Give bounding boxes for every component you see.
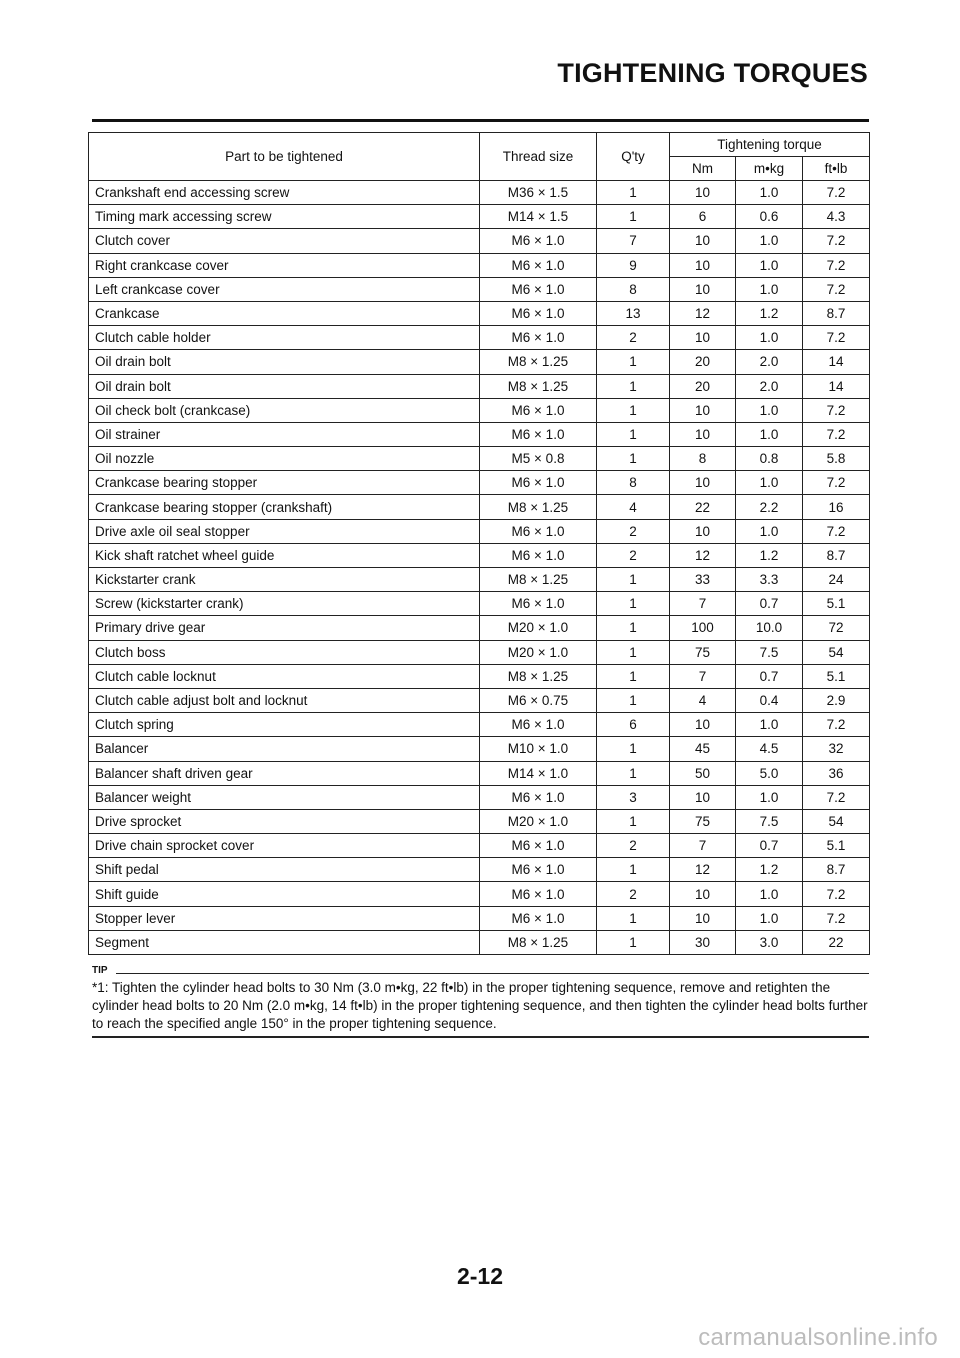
tip-label: TIP: [92, 965, 108, 976]
cell-part: Shift pedal: [89, 858, 480, 882]
cell-ftlb: 7.2: [803, 785, 870, 809]
table-row: [89, 422, 870, 446]
cell-part: Primary drive gear: [89, 616, 480, 640]
cell-ftlb: 8.7: [803, 543, 870, 567]
cell-nm: 7: [670, 834, 736, 858]
cell-part: Balancer: [89, 737, 480, 761]
cell-thread-size: M6 × 1.0: [480, 326, 597, 350]
cell-ftlb: 7.2: [803, 906, 870, 930]
cell-part: Oil drain bolt: [89, 350, 480, 374]
table-row: [89, 543, 870, 567]
cell-thread-size: M20 × 1.0: [480, 640, 597, 664]
header-ftlb: ft•lb: [803, 157, 870, 181]
cell-mkg: 2.0: [736, 350, 803, 374]
cell-mkg: 1.0: [736, 882, 803, 906]
cell-thread-size: M10 × 1.0: [480, 737, 597, 761]
cell-mkg: 2.2: [736, 495, 803, 519]
cell-nm: 75: [670, 640, 736, 664]
cell-quantity: 1: [597, 664, 670, 688]
cell-nm: 20: [670, 350, 736, 374]
cell-quantity: 1: [597, 688, 670, 712]
cell-part: Crankcase bearing stopper (crankshaft): [89, 495, 480, 519]
cell-thread-size: M20 × 1.0: [480, 809, 597, 833]
cell-thread-size: M14 × 1.5: [480, 205, 597, 229]
cell-thread-size: M36 × 1.5: [480, 181, 597, 205]
cell-ftlb: 54: [803, 640, 870, 664]
title-divider: [92, 119, 869, 122]
cell-quantity: 2: [597, 834, 670, 858]
header-nm: Nm: [670, 157, 736, 181]
cell-mkg: 1.0: [736, 785, 803, 809]
cell-mkg: 0.7: [736, 592, 803, 616]
cell-quantity: 1: [597, 205, 670, 229]
cell-mkg: 1.0: [736, 906, 803, 930]
tip-bottom-divider: [92, 1036, 869, 1038]
cell-part: Clutch cable holder: [89, 326, 480, 350]
cell-thread-size: M8 × 1.25: [480, 350, 597, 374]
cell-thread-size: M6 × 1.0: [480, 713, 597, 737]
cell-part: Kickstarter crank: [89, 568, 480, 592]
cell-mkg: 0.4: [736, 688, 803, 712]
cell-quantity: 1: [597, 374, 670, 398]
cell-nm: 10: [670, 906, 736, 930]
cell-quantity: 1: [597, 592, 670, 616]
cell-mkg: 3.0: [736, 930, 803, 954]
cell-mkg: 1.2: [736, 543, 803, 567]
table-row: [89, 616, 870, 640]
cell-thread-size: M8 × 1.25: [480, 374, 597, 398]
cell-ftlb: 7.2: [803, 181, 870, 205]
header-quantity: Q'ty: [597, 133, 670, 181]
table-row: [89, 519, 870, 543]
cell-nm: 33: [670, 568, 736, 592]
cell-ftlb: 7.2: [803, 277, 870, 301]
cell-nm: 7: [670, 664, 736, 688]
cell-ftlb: 8.7: [803, 858, 870, 882]
page-title: TIGHTENING TORQUES: [557, 58, 868, 88]
cell-nm: 10: [670, 713, 736, 737]
cell-quantity: 1: [597, 906, 670, 930]
cell-ftlb: 54: [803, 809, 870, 833]
table-row: [89, 858, 870, 882]
cell-quantity: 1: [597, 181, 670, 205]
cell-part: Clutch cable adjust bolt and locknut: [89, 688, 480, 712]
cell-quantity: 8: [597, 277, 670, 301]
cell-ftlb: 16: [803, 495, 870, 519]
cell-mkg: 1.0: [736, 326, 803, 350]
cell-ftlb: 32: [803, 737, 870, 761]
cell-part: Crankshaft end accessing screw: [89, 181, 480, 205]
table-row: [89, 809, 870, 833]
cell-part: Balancer shaft driven gear: [89, 761, 480, 785]
cell-part: Screw (kickstarter crank): [89, 592, 480, 616]
cell-ftlb: 7.2: [803, 882, 870, 906]
cell-quantity: 1: [597, 568, 670, 592]
cell-quantity: 1: [597, 809, 670, 833]
cell-nm: 10: [670, 471, 736, 495]
table-row: [89, 447, 870, 471]
cell-quantity: 1: [597, 640, 670, 664]
cell-part: Drive sprocket: [89, 809, 480, 833]
cell-part: Balancer weight: [89, 785, 480, 809]
cell-nm: 10: [670, 785, 736, 809]
tip-text: *1: Tighten the cylinder head bolts to 30 Nm (3.0 m•kg, 22 ft•lb) in the proper tightening sequence, remove and retighten the cylinder head bolts to 20 Nm (2.0 m•kg, 14 ft•lb) in the proper tightening sequence, and then tighten the cylinder head bolts further to reach the specified angle 150° in the proper tightening sequence.: [92, 980, 868, 1031]
cell-ftlb: 7.2: [803, 422, 870, 446]
cell-mkg: 2.0: [736, 374, 803, 398]
watermark: carmanualsonline.info: [698, 1324, 938, 1351]
cell-thread-size: M6 × 1.0: [480, 422, 597, 446]
cell-ftlb: 8.7: [803, 301, 870, 325]
cell-nm: 10: [670, 326, 736, 350]
cell-thread-size: M6 × 1.0: [480, 229, 597, 253]
cell-mkg: 1.0: [736, 253, 803, 277]
cell-nm: 12: [670, 543, 736, 567]
cell-quantity: 1: [597, 616, 670, 640]
cell-thread-size: M6 × 1.0: [480, 906, 597, 930]
cell-ftlb: 5.1: [803, 664, 870, 688]
torque-table-body: [89, 181, 870, 955]
cell-part: Stopper lever: [89, 906, 480, 930]
cell-mkg: 7.5: [736, 809, 803, 833]
cell-quantity: 1: [597, 930, 670, 954]
cell-ftlb: 5.1: [803, 592, 870, 616]
cell-ftlb: 5.8: [803, 447, 870, 471]
cell-ftlb: 7.2: [803, 398, 870, 422]
cell-nm: 10: [670, 181, 736, 205]
cell-part: Shift guide: [89, 882, 480, 906]
cell-nm: 10: [670, 229, 736, 253]
cell-mkg: 1.0: [736, 519, 803, 543]
tip-divider: [116, 973, 869, 974]
cell-nm: 75: [670, 809, 736, 833]
cell-ftlb: 36: [803, 761, 870, 785]
cell-quantity: 7: [597, 229, 670, 253]
table-row: [89, 640, 870, 664]
cell-thread-size: M8 × 1.25: [480, 568, 597, 592]
cell-thread-size: M6 × 1.0: [480, 277, 597, 301]
table-row: [89, 737, 870, 761]
table-row: [89, 834, 870, 858]
cell-nm: 22: [670, 495, 736, 519]
cell-quantity: 13: [597, 301, 670, 325]
cell-mkg: 1.0: [736, 229, 803, 253]
cell-thread-size: M6 × 1.0: [480, 471, 597, 495]
cell-mkg: 0.7: [736, 834, 803, 858]
header-part: Part to be tightened: [89, 133, 480, 181]
cell-part: Crankcase: [89, 301, 480, 325]
cell-thread-size: M8 × 1.25: [480, 664, 597, 688]
cell-mkg: 1.0: [736, 471, 803, 495]
cell-ftlb: 7.2: [803, 519, 870, 543]
cell-ftlb: 7.2: [803, 713, 870, 737]
table-row: [89, 181, 870, 205]
table-row: [89, 301, 870, 325]
cell-quantity: 1: [597, 761, 670, 785]
cell-mkg: 3.3: [736, 568, 803, 592]
cell-quantity: 1: [597, 398, 670, 422]
cell-mkg: 1.0: [736, 422, 803, 446]
cell-nm: 12: [670, 301, 736, 325]
cell-nm: 100: [670, 616, 736, 640]
cell-mkg: 10.0: [736, 616, 803, 640]
cell-quantity: 9: [597, 253, 670, 277]
cell-nm: 30: [670, 930, 736, 954]
cell-quantity: 1: [597, 447, 670, 471]
table-row: [89, 664, 870, 688]
cell-part: Clutch spring: [89, 713, 480, 737]
tip-block: [92, 966, 869, 1033]
table-row: [89, 592, 870, 616]
cell-quantity: 2: [597, 882, 670, 906]
cell-mkg: 4.5: [736, 737, 803, 761]
cell-quantity: 2: [597, 326, 670, 350]
cell-ftlb: 7.2: [803, 229, 870, 253]
cell-ftlb: 7.2: [803, 326, 870, 350]
cell-part: Right crankcase cover: [89, 253, 480, 277]
table-row: [89, 495, 870, 519]
table-row: [89, 205, 870, 229]
table-row: [89, 688, 870, 712]
torque-table-header: [89, 133, 870, 181]
tip-header: [92, 966, 869, 978]
cell-mkg: 1.2: [736, 301, 803, 325]
cell-nm: 8: [670, 447, 736, 471]
cell-ftlb: 7.2: [803, 471, 870, 495]
table-row: [89, 761, 870, 785]
cell-mkg: 0.6: [736, 205, 803, 229]
cell-part: Oil strainer: [89, 422, 480, 446]
cell-quantity: 1: [597, 858, 670, 882]
page-number: 2-12: [456, 1263, 504, 1289]
cell-thread-size: M6 × 1.0: [480, 301, 597, 325]
table-row: [89, 713, 870, 737]
cell-thread-size: M5 × 0.8: [480, 447, 597, 471]
table-row: [89, 326, 870, 350]
cell-thread-size: M6 × 1.0: [480, 858, 597, 882]
cell-thread-size: M6 × 1.0: [480, 834, 597, 858]
cell-part: Oil check bolt (crankcase): [89, 398, 480, 422]
cell-quantity: 2: [597, 519, 670, 543]
cell-nm: 10: [670, 253, 736, 277]
table-row: [89, 277, 870, 301]
table-row: [89, 906, 870, 930]
cell-thread-size: M8 × 1.25: [480, 930, 597, 954]
cell-part: Drive chain sprocket cover: [89, 834, 480, 858]
table-row: [89, 229, 870, 253]
cell-nm: 10: [670, 882, 736, 906]
cell-thread-size: M6 × 1.0: [480, 592, 597, 616]
cell-quantity: 8: [597, 471, 670, 495]
cell-ftlb: 14: [803, 350, 870, 374]
cell-thread-size: M6 × 1.0: [480, 543, 597, 567]
cell-nm: 4: [670, 688, 736, 712]
cell-mkg: 0.8: [736, 447, 803, 471]
cell-mkg: 1.0: [736, 277, 803, 301]
cell-ftlb: 5.1: [803, 834, 870, 858]
cell-part: Left crankcase cover: [89, 277, 480, 301]
cell-ftlb: 7.2: [803, 253, 870, 277]
cell-part: Clutch cover: [89, 229, 480, 253]
cell-quantity: 3: [597, 785, 670, 809]
table-row: [89, 930, 870, 954]
cell-part: Oil nozzle: [89, 447, 480, 471]
table-row: [89, 785, 870, 809]
cell-mkg: 1.0: [736, 181, 803, 205]
cell-part: Timing mark accessing screw: [89, 205, 480, 229]
cell-part: Kick shaft ratchet wheel guide: [89, 543, 480, 567]
cell-nm: 6: [670, 205, 736, 229]
cell-part: Oil drain bolt: [89, 374, 480, 398]
cell-ftlb: 72: [803, 616, 870, 640]
cell-ftlb: 22: [803, 930, 870, 954]
cell-nm: 20: [670, 374, 736, 398]
cell-nm: 10: [670, 398, 736, 422]
cell-thread-size: M6 × 1.0: [480, 882, 597, 906]
table-row: [89, 882, 870, 906]
cell-nm: 45: [670, 737, 736, 761]
table-row: [89, 471, 870, 495]
cell-ftlb: 2.9: [803, 688, 870, 712]
cell-thread-size: M6 × 1.0: [480, 519, 597, 543]
cell-thread-size: M6 × 0.75: [480, 688, 597, 712]
table-row: [89, 398, 870, 422]
cell-part: Crankcase bearing stopper: [89, 471, 480, 495]
cell-mkg: 1.2: [736, 858, 803, 882]
cell-mkg: 5.0: [736, 761, 803, 785]
cell-thread-size: M14 × 1.0: [480, 761, 597, 785]
cell-quantity: 4: [597, 495, 670, 519]
cell-mkg: 1.0: [736, 713, 803, 737]
cell-thread-size: M6 × 1.0: [480, 398, 597, 422]
table-row: [89, 253, 870, 277]
cell-quantity: 1: [597, 350, 670, 374]
torque-table: [88, 132, 870, 955]
cell-nm: 7: [670, 592, 736, 616]
cell-thread-size: M6 × 1.0: [480, 253, 597, 277]
cell-nm: 10: [670, 277, 736, 301]
cell-mkg: 7.5: [736, 640, 803, 664]
cell-part: Clutch boss: [89, 640, 480, 664]
table-row: [89, 568, 870, 592]
cell-thread-size: M20 × 1.0: [480, 616, 597, 640]
header-mkg: m•kg: [736, 157, 803, 181]
cell-part: Segment: [89, 930, 480, 954]
cell-ftlb: 4.3: [803, 205, 870, 229]
cell-mkg: 0.7: [736, 664, 803, 688]
cell-mkg: 1.0: [736, 398, 803, 422]
cell-nm: 10: [670, 422, 736, 446]
cell-thread-size: M6 × 1.0: [480, 785, 597, 809]
table-row: [89, 350, 870, 374]
cell-nm: 12: [670, 858, 736, 882]
cell-part: Clutch cable locknut: [89, 664, 480, 688]
header-thread-size: Thread size: [480, 133, 597, 181]
cell-thread-size: M8 × 1.25: [480, 495, 597, 519]
cell-quantity: 6: [597, 713, 670, 737]
cell-ftlb: 24: [803, 568, 870, 592]
cell-part: Drive axle oil seal stopper: [89, 519, 480, 543]
header-tightening-torque: Tightening torque: [670, 133, 870, 157]
cell-nm: 10: [670, 519, 736, 543]
cell-ftlb: 14: [803, 374, 870, 398]
cell-quantity: 1: [597, 737, 670, 761]
cell-quantity: 2: [597, 543, 670, 567]
cell-quantity: 1: [597, 422, 670, 446]
cell-nm: 50: [670, 761, 736, 785]
table-row: [89, 374, 870, 398]
